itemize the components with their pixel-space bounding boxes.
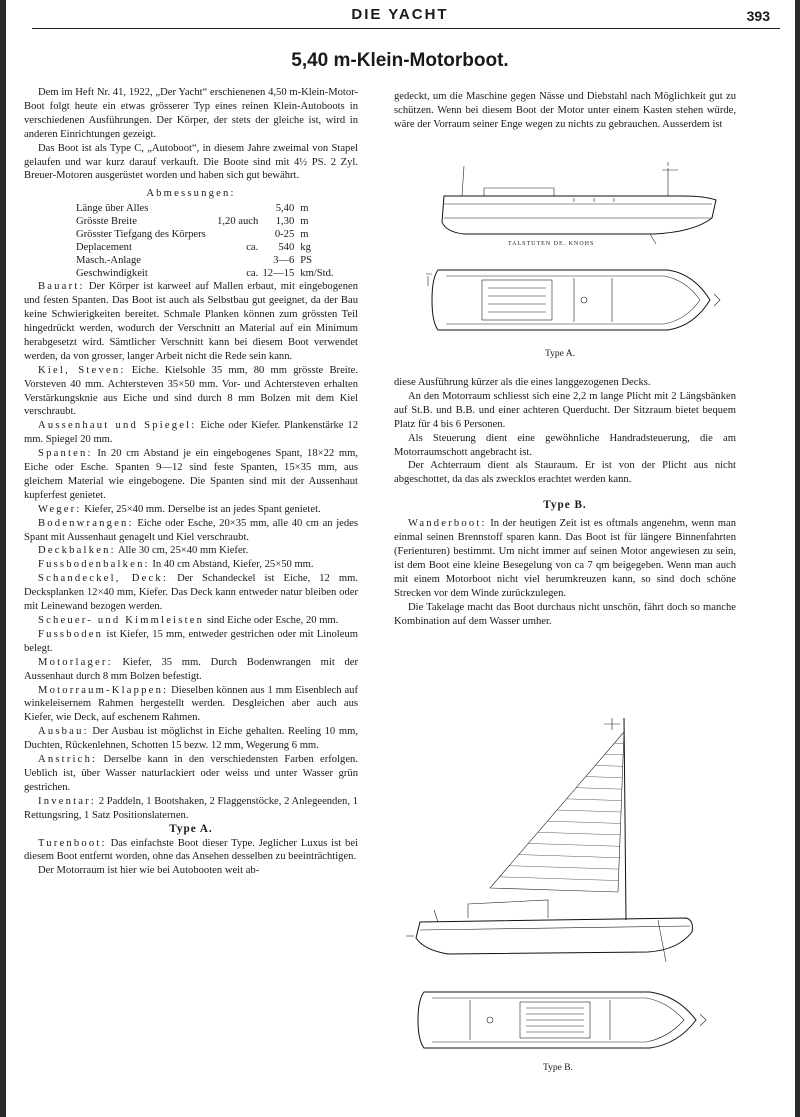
spec-text: Der Körper ist karweel auf Mallen erbaut, mit eingebogenen und festen Spanten. Das Boot ist auch als Selbstbau gut geeignet, da der Bau keine Schwierigkeiten bereitet. Schmale Planken können zum grössten Teil hingedrückt werden, wodurch der Verschnitt an Material auf ein Minimum herabgesetzt wird. Sämtlicher Verschnitt kann bei diesem Boot verwendet werden, da von grosser, langer Arbeit nicht die Rede sein kann. <box>24 281 358 362</box>
left-column <box>24 86 358 878</box>
spec-text: Eiche oder Kiefer. Plankenstärke 12 mm. Spiegel 20 mm. <box>24 420 359 446</box>
dimension-qualifier <box>214 254 260 267</box>
type-b-caption: Type B. <box>543 1063 573 1073</box>
dimension-row <box>76 267 336 280</box>
dimensions-table <box>76 202 336 280</box>
dimension-label: Deplacement <box>76 242 132 254</box>
dimension-row <box>76 254 336 267</box>
spec-text: Dieselben können aus 1 mm Eisenblech auf winkeleisernem Rahmen hergestellt werden. Desgleichen aber auch aus Kiefer, wie Deck, auf eschenem Rahmen. <box>24 684 358 724</box>
spec-paragraph <box>24 503 358 517</box>
header-rule <box>32 28 780 29</box>
spec-paragraph <box>24 753 358 795</box>
spec-paragraph <box>24 364 358 420</box>
dimension-unit: kg <box>300 242 311 254</box>
spec-text: Eiche. Kielsohle 35 mm, 80 mm grösste Breite. Vorsteven 40 mm. Achtersteven 35×50 mm. Vor- und Achtersteven erhalten Verstärkungsknie aus Eiche und sind durch 8 mm Bolzen mit dem Kiel verschraubt. <box>24 364 359 418</box>
type-a-paragraph <box>24 837 358 865</box>
spec-text: Alle 30 cm, 25×40 mm Kiefer. <box>117 545 249 557</box>
spec-paragraph <box>24 684 358 726</box>
page-edge-right <box>795 0 800 1117</box>
type-b-term: Wanderboot: <box>408 518 487 530</box>
dimension-value: 540 <box>278 242 295 254</box>
spec-term: Motorlager: <box>38 656 113 668</box>
spec-list <box>24 280 358 822</box>
dimension-value: 1,30 <box>275 216 295 228</box>
dimension-qualifier: 1,20 auch <box>217 216 259 228</box>
dimension-row <box>76 215 336 228</box>
spec-text: Der Schandeckel ist Eiche, 12 mm. Decksplanken 12×40 mm, Kiefer. Das Deck kann entweder natur bleiben oder mit Leinewand bezogen werden. <box>24 573 358 613</box>
paragraph: An den Motorraum schliesst sich eine 2,2 m lange Plicht mit 2 Längsbänken auf St.B. und B.B. und einer achteren Querducht. Der Sitzraum bietet bequem Platz für 4 bis 6 Personen. <box>394 390 736 430</box>
spec-text: Der Ausbau ist möglichst in Eiche gehalten. Reeling 10 mm, Duchten, Rückenlehnen, Schotten 15 bezw. 12 mm, Wegerung 6 mm. <box>24 726 358 752</box>
type-a-plan-drawing <box>424 262 724 338</box>
spec-term: Fussbodenbalken: <box>38 559 150 571</box>
type-a-paragraph-2: Der Motorraum ist hier wie bei Autobooten weit ab- <box>38 865 260 877</box>
sail-seam-line <box>586 777 623 778</box>
spec-paragraph <box>24 614 358 628</box>
dimension-qualifier: ca. <box>246 242 259 254</box>
dimension-row <box>76 202 336 215</box>
dimension-label: Grösster Tiefgang des Körpers <box>76 229 206 241</box>
dimension-row <box>76 228 336 241</box>
spec-text: sind Eiche oder Esche, 20 mm. <box>206 615 339 626</box>
dimension-unit: m <box>300 229 309 241</box>
sail-seam-line <box>595 765 622 766</box>
type-b-text: In der heutigen Zeit ist es oftmals angenehm, wenn man einmal seinen Brennstoff sparen kann. Das Boot ist für längere Binnenfahrten (Ferienturen) bestimmt. Um nicht immer auf seinen Motor angewiesen zu sein, ist dem Boot eine kleine Besegelung von ca 7 qm beigegeben. Wenn man auch mit einem Motorboot nicht viel herumkreuzen kann, so sind doch schöne Strecken vor dem Winde zurückzulegen. <box>394 518 736 599</box>
right-column <box>394 90 736 132</box>
paragraph: Der Achterraum dient als Stauraum. Er ist von der Plicht aus nicht abgeschottet, da das als zwecklos erachtet werden kann. <box>394 460 736 486</box>
type-b-paragraph-2: Die Takelage macht das Boot durchaus nicht unschön, fährt doch so manche Kombination auf dem Wasser umher. <box>394 601 736 627</box>
right-top-text: gedeckt, um die Maschine gegen Nässe und Diebstahl nach Möglichkeit gut zu schützen. Wenn bei diesem Boot der Motor unter einem Kasten stehen würde, wäre der Vorraum seiner Enge wegen zu nichts zu gebrauchen. Ausserdem ist <box>394 91 736 130</box>
sail-seam-line <box>538 832 620 835</box>
sail-seam-line <box>547 821 620 823</box>
spec-term: Schandeckel, Deck: <box>38 573 169 585</box>
sail-seam-line <box>605 754 623 755</box>
sail-seam-line <box>500 877 619 881</box>
spec-paragraph <box>24 572 358 614</box>
type-a-caption: Type A. <box>545 349 575 359</box>
running-header: DIE YACHT <box>351 6 449 23</box>
sail-seam-line <box>509 866 619 869</box>
dimension-row <box>76 241 336 254</box>
spec-text: 2 Paddeln, 1 Bootshaken, 2 Flaggenstöcke, 2 Anlegeenden, 1 Rettungsring, 1 Satz Positionslaternen. <box>24 795 358 821</box>
dimension-value: 0-25 <box>274 229 295 241</box>
dimension-value: 12—15 <box>262 268 295 280</box>
spec-term: Ausbau: <box>38 726 89 738</box>
type-a-text: Das einfachste Boot dieser Type. Jeglicher Luxus ist bei diesem Boot entfernt worden, ohne das Ansehen desselben zu beeinträchtigen. <box>24 837 358 863</box>
spec-term: Fussboden <box>38 628 104 640</box>
sail-seam-line <box>567 799 622 801</box>
spec-paragraph <box>24 795 358 823</box>
dimension-label: Geschwindigkeit <box>76 268 148 280</box>
spec-text: ist Kiefer, 15 mm, entweder gestrichen oder mit Linoleum belegt. <box>24 628 358 654</box>
spec-term: Scheuer- und Kimmleisten <box>38 615 205 626</box>
spec-term: Deckbalken: <box>38 545 116 557</box>
spec-text: Eiche oder Esche, 20×35 mm, alle 40 cm an jedes Spant mit Aussenhaut genagelt und Kiel verschraubt. <box>24 517 358 543</box>
dimension-label: Länge über Alles <box>76 203 149 215</box>
spec-paragraph <box>24 544 358 558</box>
spec-term: Inventar: <box>38 795 97 807</box>
spec-term: Motorraum-Klappen: <box>38 684 169 696</box>
spec-text: In 20 cm Abstand je ein eingebogenes Spant, 18×22 mm, Eiche oder Esche. Spanten 9—12 sind feste Spanten, 15×35 mm, aus gleichem Material wie eingebogene. Die Spanten sind mit der Aussenhaut kupferfest genietet. <box>24 448 359 501</box>
dimension-qualifier: ca. <box>246 268 259 280</box>
paragraph: Das Boot ist als Type C, „Autoboot“, in diesem Jahre zweimal von Stapel gelaufen und war kurz darauf verkauft. Die Boote sind mit 4½ PS. 2 Zyl. Breuer-Motoren ausgerüstet worden und haben sich gut bewährt. <box>24 142 358 182</box>
spec-term: Bodenwrangen: <box>38 517 134 529</box>
spec-term: Weger: <box>38 503 82 515</box>
page-number: 393 <box>746 8 770 24</box>
page-edge-left <box>0 0 6 1117</box>
type-a-term: Turenboot: <box>38 837 107 849</box>
spec-paragraph <box>24 628 358 656</box>
dimension-unit: km/Std. <box>300 268 334 280</box>
spec-paragraph <box>24 447 358 503</box>
spec-paragraph <box>24 280 358 363</box>
spec-term: Bauart: <box>38 281 85 293</box>
paragraph: Als Steuerung dient eine gewöhnliche Handradsteuerung, die am Motorraumschott angebracht ist. <box>394 432 736 458</box>
intro-paragraph: Dem im Heft Nr. 41, 1922, „Der Yacht“ erschienenen 4,50 m-Klein-Motor-Boot folgt heute ein etwas grösserer Typ eines reinen Klein-Autoboots in verschiedenen Ausführungen. Der Körper, der stets der gleiche ist, wird in anderen Einrichtungen gezeigt. <box>24 87 358 140</box>
spec-term: Spanten: <box>38 448 93 460</box>
spec-text: In 40 cm Abstand, Kiefer, 25×50 mm. <box>152 559 314 571</box>
right-middle-text <box>394 376 736 628</box>
section-heading-type-b: Type B. <box>543 499 587 512</box>
dimension-unit: PS <box>300 255 313 267</box>
dimension-qualifier <box>214 202 260 215</box>
type-b-plan-drawing <box>410 984 710 1056</box>
spec-paragraph <box>24 725 358 753</box>
dimension-value: 5,40 <box>275 203 295 215</box>
paragraph: diese Ausführung kürzer als die eines langgezogenen Decks. <box>394 377 651 388</box>
spec-text: Kiefer, 35 mm. Durch Bodenwrangen mit der Aussenhaut durch 8 mm Bolzen befestigt. <box>24 656 358 682</box>
spec-paragraph <box>24 656 358 684</box>
spec-term: Kiel, Steven: <box>38 364 126 376</box>
spec-paragraph <box>24 517 358 545</box>
spec-term: Aussenhaut und Spiegel: <box>38 420 197 432</box>
sail-seam-line <box>528 843 619 846</box>
spec-text: Derselbe kann in den verschiedensten Farben erfolgen. Ueblich ist, über Wasser naturlackiert oder weiss und unter Wasser grün gestrichen. <box>24 754 358 793</box>
dimension-unit: m <box>300 203 309 215</box>
sail-seam-line <box>519 855 620 858</box>
article-title: 5,40 m-Klein-Motorboot. <box>291 50 509 71</box>
dimension-label: Grösste Breite <box>76 216 137 228</box>
type-b-sail-profile-drawing <box>398 710 718 972</box>
spec-text: Kiefer, 25×40 mm. Derselbe ist an jedes Spant genietet. <box>84 503 321 515</box>
dimension-value: 3—6 <box>273 255 295 267</box>
dimension-unit: m <box>300 216 309 228</box>
spec-paragraph <box>24 558 358 572</box>
sail-seam-line <box>557 810 621 812</box>
dimension-qualifier <box>214 228 260 241</box>
dimensions-heading: Abmessungen: <box>146 188 236 200</box>
type-b-paragraph <box>394 517 736 600</box>
dimension-label: Masch.-Anlage <box>76 255 142 267</box>
spec-paragraph <box>24 419 358 447</box>
spec-term: Anstrich: <box>38 754 98 766</box>
type-a-profile-label: TALSTUTEN DE. KNOHS <box>508 241 595 247</box>
section-heading-type-a: Type A. <box>169 822 213 835</box>
sail-seam-line <box>576 788 622 789</box>
